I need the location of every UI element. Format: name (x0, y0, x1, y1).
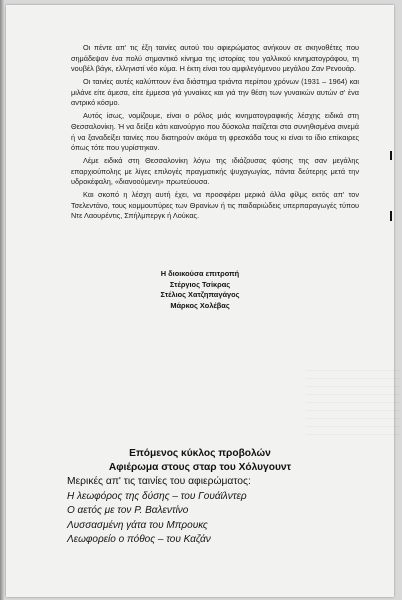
program-title-line-1: Επόμενος κύκλος προβολών (129, 448, 271, 459)
committee-heading: Η διοικούσα επιτροπή (160, 269, 240, 278)
signatory-name: Στέλιος Χατζηπαγάγος (160, 290, 240, 299)
film-item: Η λεωφόρος της δύσης – του Γουάϊλντερ (67, 491, 247, 503)
paragraph-2: Οι ταινίες αυτές καλύπτουν ένα διάστημα τριάντα περίπου χρόνων (1931 – 1964) και μιλάνε είτε άμεσα, είτε έμμεσα γιά γυναίκες και γιά την θέση των γυναικών αυτών σ' ένα αντρικό κόσμο. (71, 77, 359, 108)
paragraph-5: Και σκοπό η λέσχη αυτή έχει, να προσφέρει μερικά άλλα φίλμς εκτός απ' τον Τσελεντάνο, τους κομμουπύρες των Θρανίων ή τις παιδαριώδεις υπερπαραγωγές τύπου Ντε Λαουρέντις, Σπήλμπεργκ ή Λούκας. (71, 190, 359, 221)
film-item: Λυσσασμένη γάτα του Μπρουκς (67, 519, 208, 531)
program-title (6, 447, 394, 474)
staple-mark (390, 151, 392, 160)
program-title-line-2: Αφιέρωμα στους σταρ του Χόλυγουντ (108, 461, 292, 473)
signatory-name: Στέργιος Τσίκρας (169, 279, 231, 289)
film-list-intro: Μερικές απ' τις ταινίες του αφιερώματος: (67, 476, 251, 487)
paragraph-4: Λέμε ειδικά στη Θεσσαλονίκη λόγω της ιδιάζουσας φύσης της σαν μεγάλης επαρχιούπολης με λίγες επιλογές πραγματικής ψυχαγωγίας, πάντα δεύτερης μετά την υδροκέφαλη, «διανοούμενη» πρωτεύουσα. (71, 156, 359, 187)
document-page (6, 5, 394, 597)
paragraph-3: Αυτός ίσως, νομίζουμε, είναι ο ρόλος μιάς κινηματογραφικής λέσχης ειδικά στη Θεσσαλονίκη. Ή να δείξει κάτι καινούργιο που δύσκολα παίζεται στα συνηθισμένα σινεμά ή να ξαναδείξει ταινίες που διατηρούν ακόμα τη φρεσκάδα τους κι είναι το ίδιο επίκαιρες όπως τότε που γυρίστηκαν. (71, 111, 359, 153)
film-item: Ο αετός με τον Ρ. Βαλεντίνο (67, 505, 189, 517)
film-list (67, 475, 367, 547)
page-binding-edge (0, 0, 4, 600)
paragraph-1: Οι πέντε απ' τις έξη ταινίες αυτού του αφιερώματος ανήκουν σε σκηνοθέτες που σημάδεψαν ένα πολύ σημαντικό κίνημα της ιστορίας του γαλλικού κινηματογράφου, τη νουβέλ βάγκ, ελληνιστί νέο κύμα. Η έκτη είναι του αμφιλεγόμενου μεγάλου Ζαν Ρενουάρ. (71, 43, 359, 74)
bleed-through-texture (306, 365, 401, 435)
film-item: Λεωφορείο ο πόθος – του Καζάν (67, 533, 211, 545)
signature-block (6, 269, 394, 311)
body-text (71, 43, 359, 224)
staple-mark (390, 211, 392, 221)
signatory-name: Μάρκος Χολέβας (170, 300, 230, 310)
